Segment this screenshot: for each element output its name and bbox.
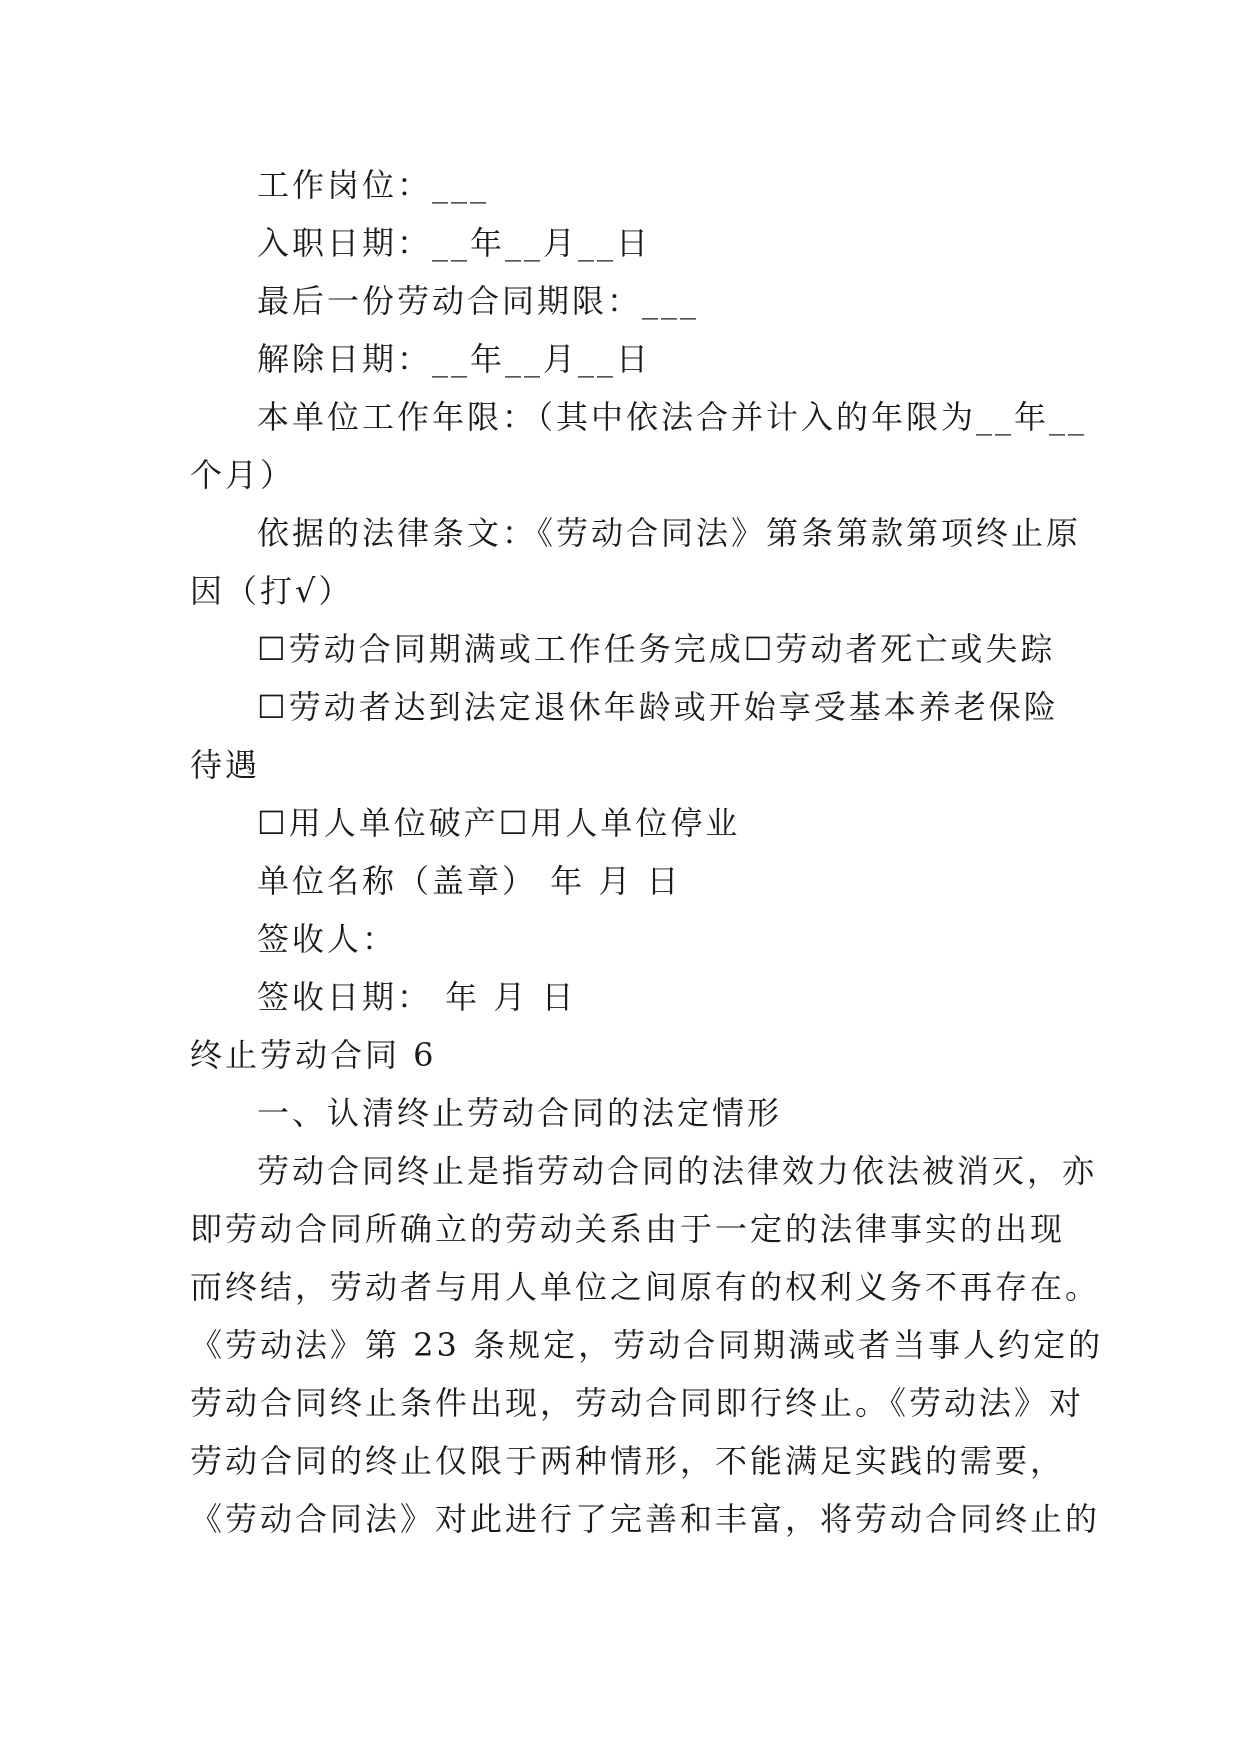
- field-termination-date: 解除日期：__年__月__日: [257, 340, 652, 378]
- field-last-contract-term: 最后一份劳动合同期限：___: [257, 282, 700, 320]
- checkbox-option-retirement-cont: 待遇: [190, 746, 261, 784]
- field-years-of-service-cont: 个月）: [190, 456, 296, 494]
- paragraph-line: 即劳动合同所确立的劳动关系由于一定的法律事实的出现: [190, 1210, 1066, 1248]
- field-years-of-service: 本单位工作年限：（其中依法合并计入的年限为__年__: [257, 398, 1088, 436]
- field-sign-date: 签收日期： 年 月 日: [257, 978, 577, 1016]
- paragraph-line: 《劳动法》第 23 条规定，劳动合同期满或者当事人约定的: [190, 1326, 1104, 1364]
- paragraph-line: 而终结，劳动者与用人单位之间原有的权利义务不再存在。: [190, 1268, 1101, 1306]
- field-job-position: 工作岗位：___: [257, 166, 490, 204]
- field-legal-basis-cont: 因（打√）: [190, 572, 354, 610]
- paragraph-line: 《劳动合同法》对此进行了完善和丰富，将劳动合同终止的: [190, 1500, 1101, 1538]
- field-entry-date: 入职日期：__年__月__日: [257, 224, 652, 262]
- field-unit-name-seal: 单位名称（盖章） 年 月 日: [257, 862, 682, 900]
- checkbox-option-retirement: ☐劳动者达到法定退休年龄或开始享受基本养老保险: [257, 688, 1059, 726]
- paragraph-line: 劳动合同的终止仅限于两种情形，不能满足实践的需要，: [190, 1442, 1066, 1480]
- checkbox-option-bankruptcy: ☐用人单位破产☐用人单位停业: [257, 804, 741, 842]
- section-heading: 终止劳动合同 6: [190, 1036, 437, 1074]
- field-signee: 签收人：: [257, 920, 398, 958]
- paragraph-line: 劳动合同终止条件出现，劳动合同即行终止。《劳动法》对: [190, 1384, 1085, 1422]
- checkbox-option-contract-expiry: ☐劳动合同期满或工作任务完成☐劳动者死亡或失踪: [257, 630, 1056, 668]
- paragraph-line: 劳动合同终止是指劳动合同的法律效力依法被消灭，亦: [257, 1152, 1098, 1190]
- field-legal-basis: 依据的法律条文：《劳动合同法》第条第款第项终止原: [257, 514, 1082, 552]
- subsection-heading: 一、认清终止劳动合同的法定情形: [257, 1094, 783, 1132]
